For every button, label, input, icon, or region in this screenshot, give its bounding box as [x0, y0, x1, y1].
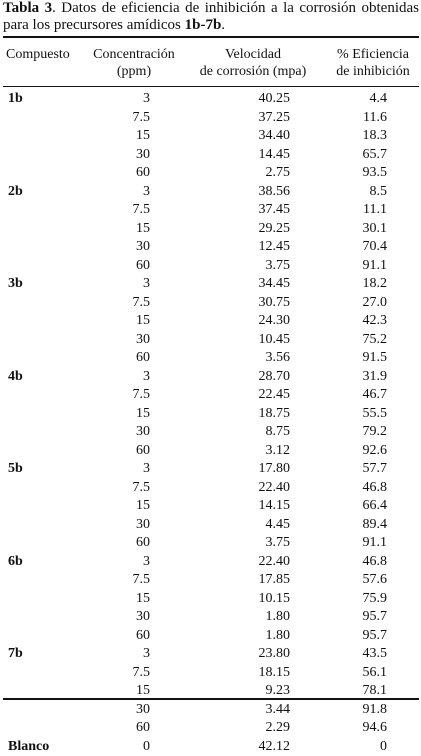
efficiency-cell: 66.4 — [340, 497, 387, 516]
table-row — [0, 627, 421, 646]
concentration-cell: 15 — [116, 127, 150, 146]
efficiency-cell: 11.1 — [340, 201, 387, 220]
header-concentracion — [84, 46, 184, 80]
table-row — [0, 201, 421, 220]
corrosion-rate-cell: 22.40 — [230, 553, 290, 572]
efficiency-cell: 27.0 — [340, 294, 387, 313]
efficiency-cell: 89.4 — [340, 516, 387, 535]
compound-cell: 6b — [8, 553, 23, 572]
efficiency-cell: 18.2 — [340, 275, 387, 294]
corrosion-rate-cell: 14.15 — [230, 497, 290, 516]
table-row — [0, 664, 421, 683]
concentration-cell: 15 — [116, 220, 150, 239]
table-row — [0, 146, 421, 165]
corrosion-rate-cell: 1.80 — [230, 608, 290, 627]
efficiency-cell: 95.7 — [340, 608, 387, 627]
efficiency-cell: 75.9 — [340, 590, 387, 609]
corrosion-rate-cell: 3.75 — [230, 534, 290, 553]
corrosion-rate-cell: 34.40 — [230, 127, 290, 146]
efficiency-cell: 70.4 — [340, 238, 387, 257]
table-row — [0, 183, 421, 202]
concentration-cell: 0 — [116, 738, 150, 756]
header-concentracion-label: Concentración — [84, 46, 184, 63]
table-body — [0, 90, 421, 756]
corrosion-rate-cell: 22.45 — [230, 386, 290, 405]
header-eficiencia — [330, 46, 416, 80]
table-row — [0, 127, 421, 146]
concentration-cell: 7.5 — [116, 571, 150, 590]
corrosion-rate-cell: 37.25 — [230, 109, 290, 128]
table-row — [0, 553, 421, 572]
efficiency-cell: 18.3 — [340, 127, 387, 146]
table-row — [0, 312, 421, 331]
compound-cell: 2b — [8, 183, 23, 202]
table-row — [0, 590, 421, 609]
table-row — [0, 701, 421, 720]
corrosion-rate-cell: 37.45 — [230, 201, 290, 220]
caption-text: . Datos de eficiencia de inhibición a la corrosión obtenidas para los precursores amídicos — [3, 0, 419, 33]
header-velocidad-label: Velocidad — [188, 46, 318, 63]
corrosion-rate-cell: 9.23 — [230, 682, 290, 701]
table-row — [0, 571, 421, 590]
concentration-cell: 15 — [116, 682, 150, 701]
table-row — [0, 738, 421, 756]
efficiency-cell: 79.2 — [340, 423, 387, 442]
corrosion-rate-cell: 40.25 — [230, 90, 290, 109]
compound-cell: 3b — [8, 275, 23, 294]
efficiency-cell: 31.9 — [340, 368, 387, 387]
concentration-cell: 7.5 — [116, 109, 150, 128]
concentration-cell: 30 — [116, 238, 150, 257]
corrosion-rate-cell: 23.80 — [230, 645, 290, 664]
corrosion-rate-cell: 14.45 — [230, 146, 290, 165]
corrosion-rate-cell: 3.75 — [230, 257, 290, 276]
concentration-cell: 15 — [116, 405, 150, 424]
efficiency-cell: 46.8 — [340, 553, 387, 572]
concentration-cell: 30 — [116, 701, 150, 720]
concentration-cell: 30 — [116, 516, 150, 535]
table-row — [0, 405, 421, 424]
corrosion-rate-cell: 3.44 — [230, 701, 290, 720]
compound-cell: 4b — [8, 368, 23, 387]
concentration-cell: 60 — [116, 442, 150, 461]
corrosion-rate-cell: 10.15 — [230, 590, 290, 609]
concentration-cell: 3 — [116, 90, 150, 109]
table-row — [0, 349, 421, 368]
header-eficiencia-unit: de inhibición — [330, 63, 416, 80]
efficiency-cell: 65.7 — [340, 146, 387, 165]
concentration-cell: 60 — [116, 349, 150, 368]
corrosion-rate-cell: 34.45 — [230, 275, 290, 294]
table-row — [0, 331, 421, 350]
header-compuesto-label: Compuesto — [6, 46, 70, 63]
header-concentracion-unit: (ppm) — [84, 63, 184, 80]
efficiency-cell: 91.1 — [340, 257, 387, 276]
corrosion-rate-cell: 10.45 — [230, 331, 290, 350]
table-row — [0, 220, 421, 239]
corrosion-rate-cell: 29.25 — [230, 220, 290, 239]
concentration-cell: 60 — [116, 257, 150, 276]
concentration-cell: 30 — [116, 331, 150, 350]
concentration-cell: 7.5 — [116, 664, 150, 683]
concentration-cell: 3 — [116, 275, 150, 294]
table-row — [0, 479, 421, 498]
table-row — [0, 275, 421, 294]
concentration-cell: 15 — [116, 312, 150, 331]
efficiency-cell: 46.7 — [340, 386, 387, 405]
corrosion-rate-cell: 2.75 — [230, 164, 290, 183]
efficiency-cell: 92.6 — [340, 442, 387, 461]
concentration-cell: 3 — [116, 183, 150, 202]
table-row — [0, 497, 421, 516]
efficiency-cell: 8.5 — [340, 183, 387, 202]
corrosion-rate-cell: 17.80 — [230, 460, 290, 479]
corrosion-rate-cell: 42.12 — [230, 738, 290, 756]
table-row — [0, 719, 421, 738]
table-caption — [3, 0, 419, 34]
efficiency-cell: 0 — [340, 738, 387, 756]
corrosion-rate-cell: 18.75 — [230, 405, 290, 424]
concentration-cell: 30 — [116, 608, 150, 627]
corrosion-rate-cell: 2.29 — [230, 719, 290, 738]
efficiency-cell: 56.1 — [340, 664, 387, 683]
efficiency-cell: 11.6 — [340, 109, 387, 128]
concentration-cell: 3 — [116, 368, 150, 387]
table-label: Tabla 3 — [3, 0, 52, 16]
concentration-cell: 3 — [116, 645, 150, 664]
efficiency-cell: 91.8 — [340, 701, 387, 720]
efficiency-cell: 57.6 — [340, 571, 387, 590]
concentration-cell: 15 — [116, 590, 150, 609]
table-row — [0, 534, 421, 553]
table-row — [0, 423, 421, 442]
corrosion-rate-cell: 38.56 — [230, 183, 290, 202]
efficiency-cell: 91.5 — [340, 349, 387, 368]
concentration-cell: 30 — [116, 146, 150, 165]
table-row — [0, 460, 421, 479]
efficiency-cell: 43.5 — [340, 645, 387, 664]
efficiency-cell: 55.5 — [340, 405, 387, 424]
efficiency-cell: 42.3 — [340, 312, 387, 331]
concentration-cell: 3 — [116, 553, 150, 572]
header-compuesto — [6, 46, 70, 63]
efficiency-cell: 78.1 — [340, 682, 387, 701]
corrosion-rate-cell: 3.56 — [230, 349, 290, 368]
efficiency-cell: 57.7 — [340, 460, 387, 479]
compound-cell: 5b — [8, 460, 23, 479]
header-velocidad — [188, 46, 318, 80]
concentration-cell: 60 — [116, 164, 150, 183]
concentration-cell: 60 — [116, 534, 150, 553]
efficiency-cell: 94.6 — [340, 719, 387, 738]
table-row — [0, 257, 421, 276]
header-rule — [3, 86, 419, 87]
header-velocidad-unit: de corrosión (mpa) — [188, 63, 318, 80]
efficiency-cell: 46.8 — [340, 479, 387, 498]
table-row — [0, 368, 421, 387]
efficiency-cell: 93.5 — [340, 164, 387, 183]
corrosion-rate-cell: 12.45 — [230, 238, 290, 257]
concentration-cell: 7.5 — [116, 201, 150, 220]
table-row — [0, 294, 421, 313]
efficiency-cell: 30.1 — [340, 220, 387, 239]
table-row — [0, 645, 421, 664]
header-eficiencia-label: % Eficiencia — [330, 46, 416, 63]
corrosion-rate-cell: 28.70 — [230, 368, 290, 387]
corrosion-rate-cell: 22.40 — [230, 479, 290, 498]
efficiency-cell: 75.2 — [340, 331, 387, 350]
corrosion-rate-cell: 3.12 — [230, 442, 290, 461]
table-row — [0, 109, 421, 128]
compound-cell: Blanco — [8, 738, 49, 756]
table-row — [0, 442, 421, 461]
table-row — [0, 90, 421, 109]
concentration-cell: 15 — [116, 497, 150, 516]
corrosion-rate-cell: 1.80 — [230, 627, 290, 646]
concentration-cell: 3 — [116, 460, 150, 479]
concentration-cell: 30 — [116, 423, 150, 442]
concentration-cell: 60 — [116, 627, 150, 646]
corrosion-rate-cell: 4.45 — [230, 516, 290, 535]
compound-cell: 7b — [8, 645, 23, 664]
corrosion-rate-cell: 18.15 — [230, 664, 290, 683]
table-row — [0, 516, 421, 535]
corrosion-rate-cell: 8.75 — [230, 423, 290, 442]
caption-compounds: 1b-7b — [185, 17, 222, 33]
efficiency-cell: 91.1 — [340, 534, 387, 553]
concentration-cell: 7.5 — [116, 294, 150, 313]
concentration-cell: 7.5 — [116, 386, 150, 405]
top-rule — [3, 36, 419, 38]
corrosion-rate-cell: 17.85 — [230, 571, 290, 590]
table-row — [0, 164, 421, 183]
concentration-cell: 7.5 — [116, 479, 150, 498]
concentration-cell: 60 — [116, 719, 150, 738]
table-row — [0, 386, 421, 405]
table-row — [0, 608, 421, 627]
efficiency-cell: 95.7 — [340, 627, 387, 646]
caption-end: . — [221, 17, 225, 33]
efficiency-cell: 4.4 — [340, 90, 387, 109]
compound-cell: 1b — [8, 90, 23, 109]
corrosion-rate-cell: 24.30 — [230, 312, 290, 331]
corrosion-rate-cell: 30.75 — [230, 294, 290, 313]
table-row — [0, 238, 421, 257]
bottom-rule — [3, 698, 419, 700]
